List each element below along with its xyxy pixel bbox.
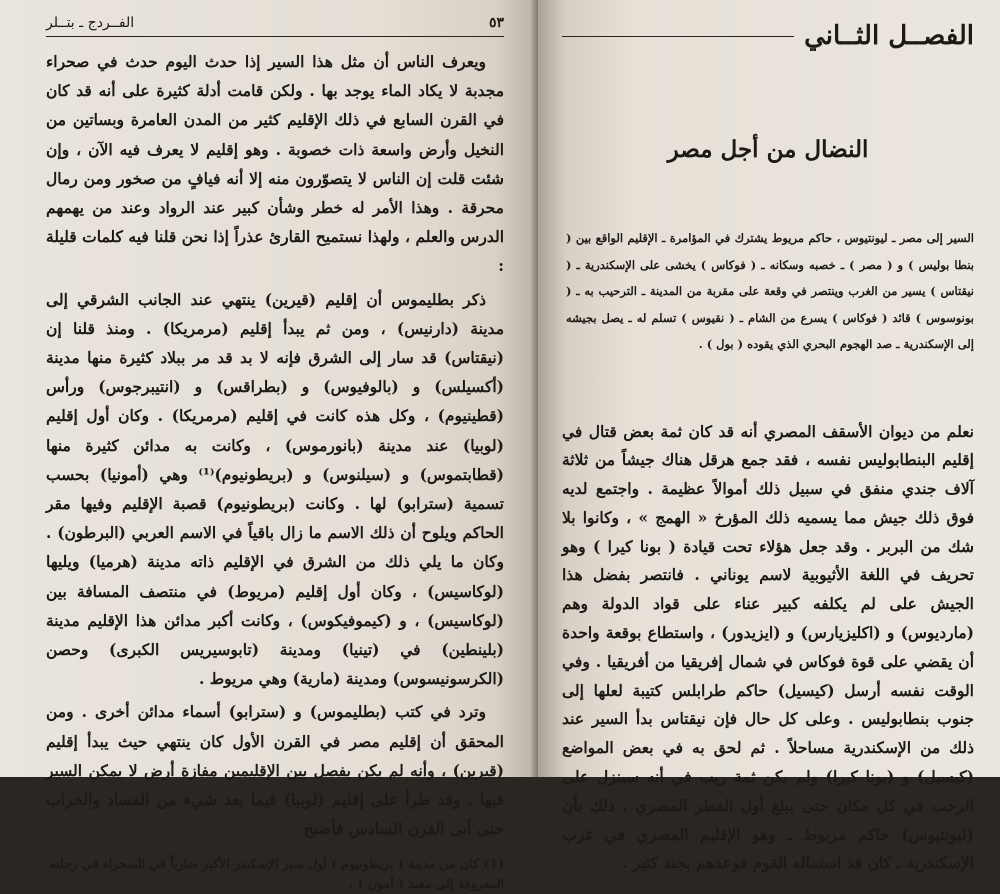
running-head (46, 10, 504, 37)
page-number: ٥٣ (488, 15, 504, 31)
chapter-title: النضال من أجل مصر (667, 136, 869, 163)
right-body-text (562, 418, 974, 879)
heading-rule (562, 36, 794, 37)
footnote: (1) كان من مدينة ( بريطونيوم ) أول سير الإسكندر الأكبر ضارباً في الصحراء في رحلته المعروفة إلى معبد ( آمون ) . (49, 856, 504, 892)
paragraph: ذكر بطليموس أن إقليم (قيرين) ينتهي عند الجانب الشرقي إلى مدينة (دارنيس) ، ومن ثم يبدأ إقليم (مرمريكا) . ومنذ قلنا إن (نيقتاس) قد سار إلى الشرق فإنه لا بد قد مر ببلاد كثيرة منها مدينة (أكسيلس) و (بالوفيوس) و (بطراقس) و (انتيبرجوس) ورأس (قطينيوم) ، وكل هذه كانت في إقليم (مرمريكا) . وكان أول إقليم (لوبيا) عند مدينة (بانورموس) ، وكانت به مدائن كثيرة منها (قطابتموس) و (سيلنوس) و (بريطونيوم)⁽¹⁾ وهي (أمونيا) بحسب تسمية (سترابو) لها . وكانت (بريطونيوم) قصبة الإقليم وفيها مقر الحاكم ويلوح أن ذلك الاسم ما زال باقياً في الاسم العربي (البرطون) . وكان ما يلي ذلك من الشرق في الإقليم ذاته مدينة (هرميا) ويليها (لوكاسيس) ، وكان أول إقليم (مريوط) في منتصف المسافة بين (لوكاسيس) ، و (كيموفيكوس) ، وكانت أكبر مدائن هذا الإقليم مدينة (بلينطين) في (تينيا) ومدينة (تابوسيريس الكبرى) وحصن (الكرسونيسوس) ومدينة (مارية) وهي مريوط . (46, 289, 504, 689)
running-title: الفــردج ـ بتــلر (46, 15, 135, 31)
chapter-heading-row (562, 14, 974, 58)
chapter-summary: السير إلى مصر ـ ليونتيوس ، حاكم مريوط يشترك في المؤامرة ـ الإقليم الواقع بين ( بنطا بوليس ) و ( مصر ) ـ خصبه وسكانه ـ ( فوكاس ) يخشى على الإسكندرية ـ ( نيقتاس ) يسير من الغرب وينتصر في وقعة على مقربة من المدينة ـ الترحيب به ـ ( بونوسوس ) قائد ( فوكاس ) يسرع من الشام ـ ( نقيوس ) تسلم له ـ يصل بجيشه إلى الإسكندرية ـ صد الهجوم البحري الذي يقوده ( بول ) . (566, 231, 974, 351)
chapter-heading: الفصــل الثــاني (804, 21, 974, 51)
footnote-divider (183, 849, 504, 850)
right-page (538, 0, 1000, 873)
paragraph: ويعرف الناس أن مثل هذا السير إذا حدث اليوم حدث في صحراء مجدبة لا يكاد الماء يوجد بها . ولكن قامت أدلة كثيرة على أنه قد كان في القرن السابع في ذلك الإقليم كثير من المدن العامرة وبساتين من النخيل وأرض واسعة ذات خصوبة . وهو إقليم لا يعرف فيه الآن ، وإن شئت قلت إن الناس لا يتصوّرون منه إلا أنه فيافٍ من صخور ومن رمال محرقة . وهذا الأمر له خطر وشأن كبير عند الرواد وعند من يهمهم الدرس والعلم ، ولهذا نستميح القارئ عذراً إذا نحن قلنا فيه كلمات قليلة : (46, 52, 504, 276)
paragraph: نعلم من ديوان الأسقف المصري أنه قد كان ثمة بعض قتال في إقليم البنطابوليس نفسه ، فقد جمع هرقل هناك جيشاً من ثلاثة آلاف جندي منفق في سبيل ذلك أموالاً عظيمة . واجتمع لديه فوق ذلك جيش مما يسميه ذلك المؤرخ « الهمج » ، وكانوا بلا شك من البربر . وقد جعل هؤلاء تحت قيادة ( بونا كيرا ) وهو تحريف في اللغة الأثيوبية لاسم يوناني . فانتصر بفضل هذا الجيش على لم يكلفه كبير عناء على قواد الدولة وهم (مارديوس) و (اكليزيارس) و (ايزيدور) ، واستطاع بوقعة واحدة أن يقضي على قوة فوكاس في شمال إفريقيا من أفريقيا . وفي الوقت نفسه أرسل (كيسيل) حاكم طرابلس كتيبة لعلها إلى جنوب بنطابوليس . وعلى كل حال فإن نيقتاس بدأ السير عند ذلك من الإسكندرية مساحلاً . ثم لحق به في بعض المواضع (كيسيل) و (بونا كيرا) ولم يكن ثمة ريب في أنه سينزل على الرحب في كل مكان حتى يبلغ أول القطر المصري . ذلك بأن (ليونتيوس) حاكم مريوط ـ وهو الإقليم المصري في غرب الإسكندرية ـ كان قد استماله القوم فوعدهم بجند كثير . (562, 421, 974, 873)
left-body-text (46, 47, 504, 843)
paragraph: وترد في كتب (بطليموس) و (سترابو) أسماء مدائن أخرى . ومن المحقق أن إقليم مصر في القرن الأول كان ينتهي حيث يبدأ إقليم (قيرين) ، وأنه لم يكن يفصل بين الإقليمين مفازة أرض لا يمكن السير فيها . وقد طرأ على إقليم (لوبيا) فيما بعد شيء من الفساد والخراب حتى أتى القرن السادس فأصبح (46, 702, 504, 839)
